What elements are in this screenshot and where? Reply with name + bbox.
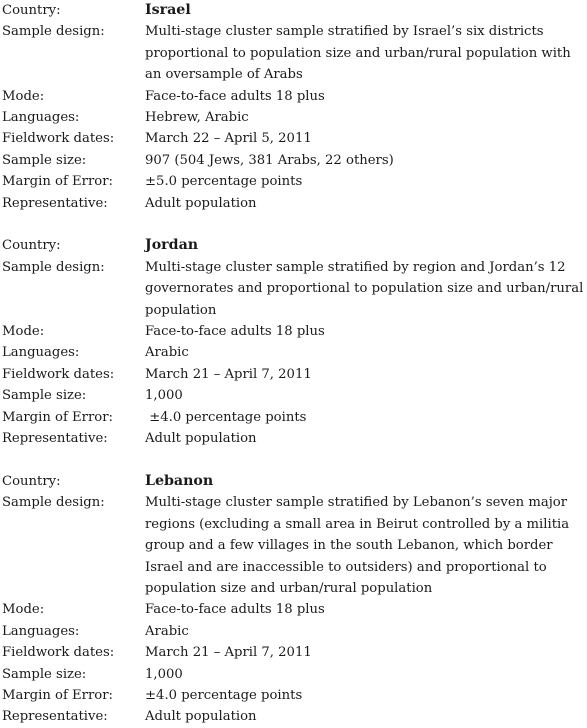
- sample-size-value: 1,000: [145, 388, 183, 404]
- row-sample-design: [2, 492, 587, 599]
- row-country: [2, 0, 587, 21]
- languages-label: Languages:: [2, 110, 80, 126]
- row-representative: [2, 706, 587, 727]
- sample-design-label: Sample design:: [2, 259, 105, 275]
- representative-value: Adult population: [145, 431, 257, 447]
- row-sample-design: [2, 21, 587, 85]
- fieldwork-dates-label: Fieldwork dates:: [2, 645, 115, 661]
- fieldwork-dates-label: Fieldwork dates:: [2, 131, 115, 147]
- row-fieldwork-dates: [2, 642, 587, 663]
- languages-label: Languages:: [2, 345, 80, 361]
- country-name: Jordan: [145, 237, 199, 254]
- country-name: Lebanon: [145, 472, 214, 489]
- sample-size-label: Sample size:: [2, 152, 87, 168]
- fieldwork-dates-value: March 21 – April 7, 2011: [145, 645, 312, 661]
- margin-of-error-label: Margin of Error:: [2, 174, 113, 190]
- row-sample-size: [2, 385, 587, 406]
- row-sample-size: [2, 664, 587, 685]
- sample-design-value: Multi-stage cluster sample stratified by Lebanon’s seven major regions (excluding a small area in Beirut controlled by a militia group and a few villages in the south Lebanon, which border Israel and are inaccessible to outsiders) and proportional to population size and urban/rural population: [145, 495, 570, 596]
- languages-value: Hebrew, Arabic: [145, 110, 249, 126]
- sample-design-value: Multi-stage cluster sample stratified by region and Jordan’s 12 governorates and proportional to population size and urban/rural population: [145, 259, 584, 318]
- margin-of-error-label: Margin of Error:: [2, 687, 113, 703]
- margin-of-error-value: ±4.0 percentage points: [145, 687, 303, 703]
- row-languages: [2, 342, 587, 363]
- representative-label: Representative:: [2, 709, 108, 725]
- row-fieldwork-dates: [2, 364, 587, 385]
- fieldwork-dates-label: Fieldwork dates:: [2, 366, 115, 382]
- row-representative: [2, 193, 587, 214]
- sample-size-value: 1,000: [145, 666, 183, 682]
- row-representative: [2, 428, 587, 449]
- row-languages: [2, 621, 587, 642]
- representative-value: Adult population: [145, 709, 257, 725]
- row-margin-of-error: [2, 171, 587, 192]
- mode-label: Mode:: [2, 88, 45, 104]
- row-country: [2, 235, 587, 256]
- representative-label: Representative:: [2, 195, 108, 211]
- representative-label: Representative:: [2, 431, 108, 447]
- sample-design-label: Sample design:: [2, 24, 105, 40]
- mode-value: Face-to-face adults 18 plus: [145, 88, 325, 104]
- row-fieldwork-dates: [2, 128, 587, 149]
- row-mode: [2, 86, 587, 107]
- languages-value: Arabic: [145, 623, 189, 639]
- sample-size-value: 907 (504 Jews, 381 Arabs, 22 others): [145, 152, 394, 168]
- representative-value: Adult population: [145, 195, 257, 211]
- row-mode: [2, 599, 587, 620]
- sample-size-label: Sample size:: [2, 666, 87, 682]
- row-margin-of-error: [2, 407, 587, 428]
- languages-label: Languages:: [2, 623, 80, 639]
- country-label: Country:: [2, 238, 61, 254]
- country-name: Israel: [145, 2, 191, 18]
- row-sample-size: [2, 150, 587, 171]
- mode-label: Mode:: [2, 324, 45, 340]
- country-label: Country:: [2, 473, 61, 489]
- row-sample-design: [2, 257, 587, 321]
- sample-design-value: Multi-stage cluster sample stratified by Israel’s six districts proportional to population size and urban/rural population with an oversample of Arabs: [145, 24, 571, 83]
- languages-value: Arabic: [145, 345, 189, 361]
- fieldwork-dates-value: March 22 – April 5, 2011: [145, 131, 312, 147]
- mode-label: Mode:: [2, 602, 45, 618]
- row-mode: [2, 321, 587, 342]
- sample-size-label: Sample size:: [2, 388, 87, 404]
- sample-design-label: Sample design:: [2, 495, 105, 511]
- row-margin-of-error: [2, 685, 587, 706]
- country-block-israel: [2, 0, 587, 214]
- mode-value: Face-to-face adults 18 plus: [145, 324, 325, 340]
- margin-of-error-value: ±5.0 percentage points: [145, 174, 303, 190]
- row-country: [2, 471, 587, 492]
- mode-value: Face-to-face adults 18 plus: [145, 602, 325, 618]
- country-block-lebanon: [2, 471, 587, 728]
- fieldwork-dates-value: March 21 – April 7, 2011: [145, 366, 312, 382]
- country-block-jordan: [2, 235, 587, 449]
- country-label: Country:: [2, 3, 61, 18]
- margin-of-error-value: ±4.0 percentage points: [145, 409, 307, 425]
- row-languages: [2, 107, 587, 128]
- margin-of-error-label: Margin of Error:: [2, 409, 113, 425]
